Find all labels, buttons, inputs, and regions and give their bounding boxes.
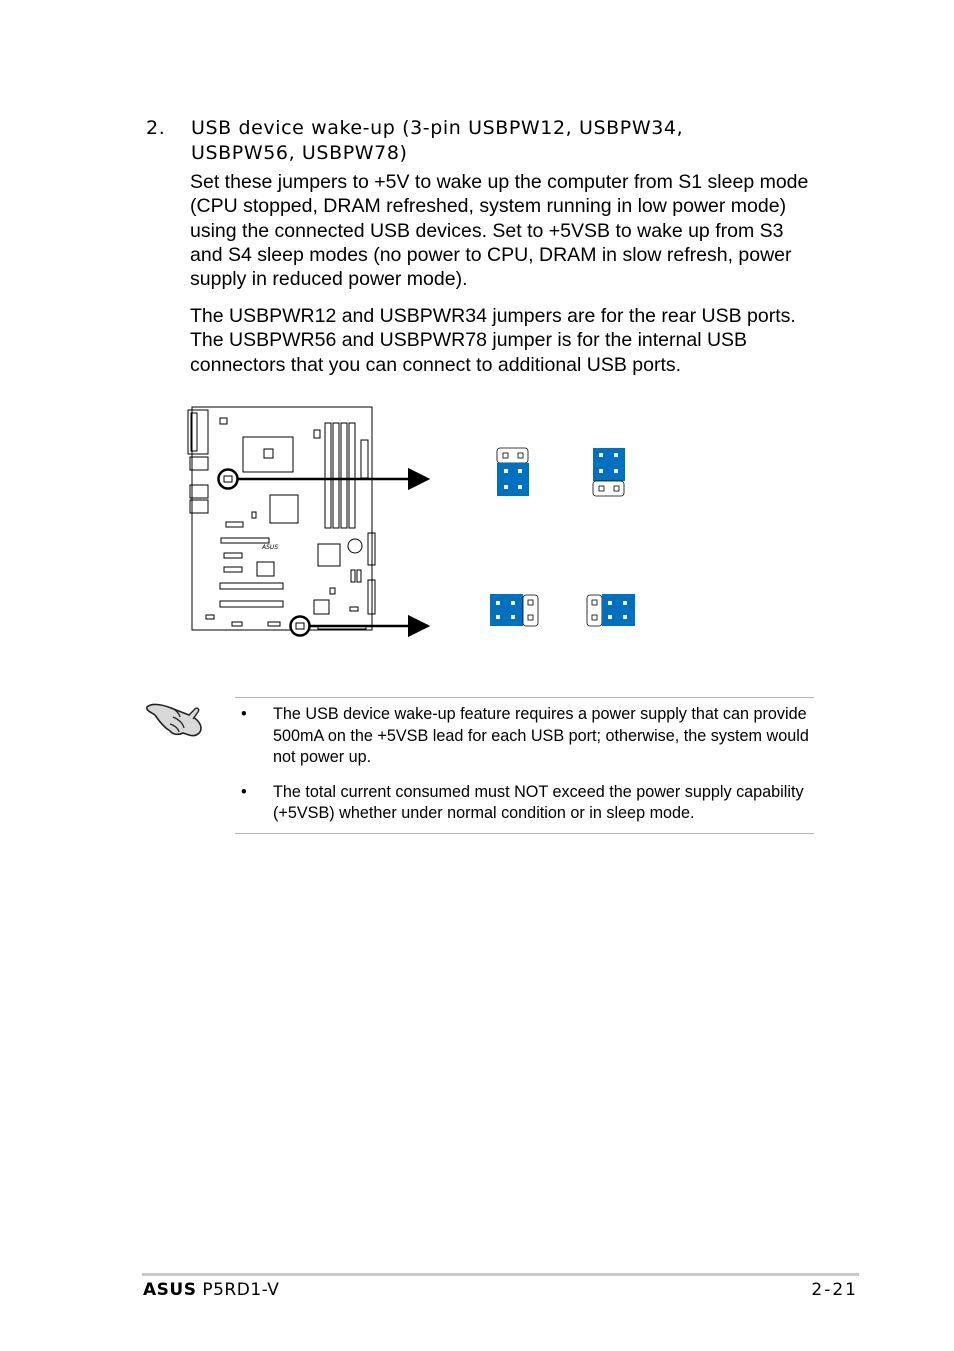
page-number: 2-21 [811, 1280, 858, 1300]
footer-brand: ASUS [143, 1280, 197, 1300]
note-list [235, 704, 825, 838]
internal-usb-jumper-marker [291, 617, 310, 636]
footer-rule [142, 1273, 859, 1276]
usb-jumper-diagram [180, 400, 660, 650]
usbpw56-jumper-setting-b [587, 594, 635, 626]
rear-usb-jumper-marker [219, 470, 238, 489]
usbpw12-jumper-setting-a [497, 448, 529, 496]
section-number: 2. [146, 117, 166, 139]
motherboard-layout [188, 407, 375, 630]
usbpw56-jumper-setting-a [490, 594, 538, 626]
usbpw12-jumper-setting-b [593, 448, 625, 496]
note-text: The total current consumed must NOT exceed the power supply capability (+5VSB) whether under normal condition or in sleep mode. [273, 782, 804, 822]
note-item: • The total current consumed must NOT exceed the power supply capability (+5VSB) whether under normal condition or in sleep mode. [241, 782, 804, 822]
note-item: • The USB device wake-up feature requires a power supply that can provide 500mA on the +5VSB lead for each USB port; otherwise, the system would not power up. [241, 705, 809, 766]
board-logo: ASUS [262, 544, 279, 551]
section-title: USB device wake-up (3-pin USBPW12, USBPW34, USBPW56, USBPW78) [191, 117, 684, 164]
hand-pointing-icon [143, 695, 205, 741]
note-bottom-rule [235, 833, 814, 834]
footer-model: P5RD1-V [202, 1280, 280, 1300]
note-top-rule [235, 697, 814, 698]
paragraph-wake-modes: Set these jumpers to +5V to wake up the computer from S1 sleep mode (CPU stopped, DRAM refreshed, system running in low power mode) using the connected USB devices. Set to +5VSB to wake up from S3 and S4 sleep modes (no power to CPU, DRAM in slow refresh, power supply in reduced power mode). [190, 171, 809, 291]
footer-product [143, 1280, 279, 1300]
note-text: The USB device wake-up feature requires a power supply that can provide 500mA on the +5VSB lead for each USB port; otherwise, the system would not power up. [273, 705, 809, 766]
paragraph-jumper-ports: The USBPWR12 and USBPWR34 jumpers are for the rear USB ports. The USBPWR56 and USBPWR78 jumper is for the internal USB connectors that you can connect to additional USB ports. [190, 305, 796, 376]
